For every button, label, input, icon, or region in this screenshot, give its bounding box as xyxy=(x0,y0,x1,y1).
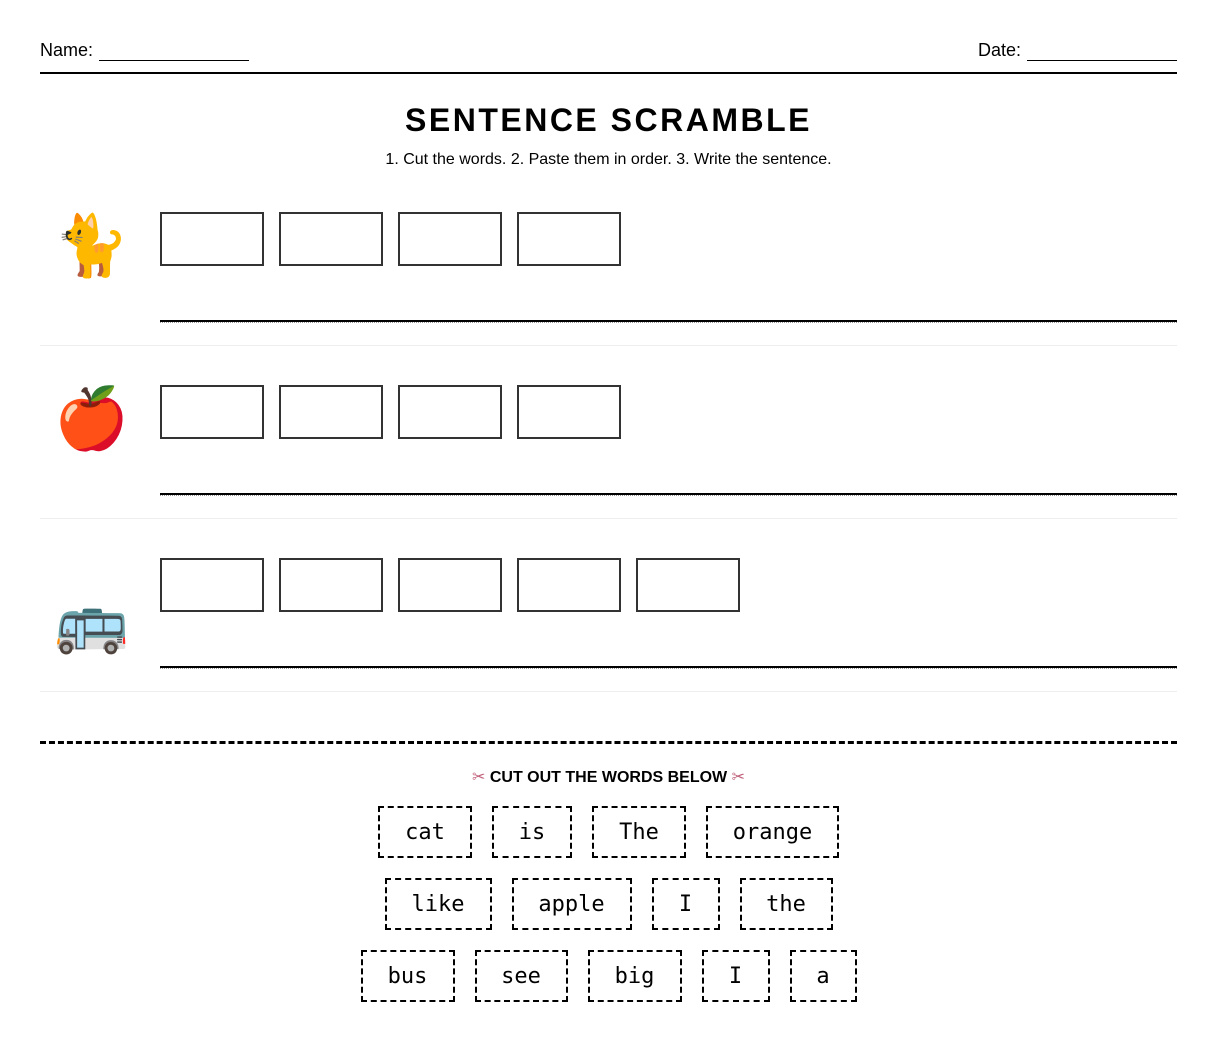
paste-box[interactable] xyxy=(160,558,264,612)
exercise-row-apple xyxy=(40,346,1177,519)
paste-box[interactable] xyxy=(398,212,502,266)
paste-boxes xyxy=(160,212,621,266)
word-card[interactable]: like xyxy=(385,878,492,930)
scissors-icon: ✂ xyxy=(731,769,746,786)
scissors-icon: ✂ xyxy=(471,769,486,786)
writing-line[interactable] xyxy=(160,320,1177,322)
date-blank-line[interactable] xyxy=(1027,46,1177,61)
date-label: Date: xyxy=(977,40,1021,60)
word-row-1 xyxy=(40,806,1177,858)
word-row-3 xyxy=(40,950,1177,1002)
paste-box[interactable] xyxy=(517,385,621,439)
word-card[interactable]: a xyxy=(790,950,857,1002)
word-card[interactable]: see xyxy=(475,950,568,1002)
word-row-2 xyxy=(40,878,1177,930)
word-card[interactable]: I xyxy=(702,950,770,1002)
date-field xyxy=(978,40,1177,61)
writing-line[interactable] xyxy=(160,666,1177,668)
word-card[interactable]: cat xyxy=(378,806,472,858)
paste-box[interactable] xyxy=(279,558,383,612)
cut-section-title xyxy=(40,767,1177,787)
word-card[interactable]: The xyxy=(592,806,686,858)
name-blank-line[interactable] xyxy=(99,46,249,61)
word-card[interactable]: is xyxy=(492,806,572,858)
paste-boxes xyxy=(160,558,740,612)
paste-box[interactable] xyxy=(517,558,621,612)
paste-box[interactable] xyxy=(398,385,502,439)
word-card[interactable]: apple xyxy=(512,878,632,930)
name-field xyxy=(40,40,249,61)
name-label: Name: xyxy=(40,40,94,60)
worksheet-header xyxy=(40,0,1177,74)
word-card[interactable]: bus xyxy=(361,950,455,1002)
word-card[interactable]: the xyxy=(740,878,833,930)
paste-box[interactable] xyxy=(160,212,264,266)
paste-boxes xyxy=(160,385,621,439)
paste-box[interactable] xyxy=(636,558,740,612)
worksheet xyxy=(40,0,1177,989)
paste-box[interactable] xyxy=(279,212,383,266)
page-title: SENTENCE SCRAMBLE xyxy=(405,102,812,138)
word-card[interactable]: big xyxy=(588,950,682,1002)
cut-section-label: CUT OUT THE WORDS BELOW xyxy=(489,769,728,786)
paste-box[interactable] xyxy=(398,558,502,612)
exercise-row-bus xyxy=(40,519,1177,692)
bus-icon: 🚌 xyxy=(54,588,129,655)
paste-box[interactable] xyxy=(160,385,264,439)
word-card[interactable]: I xyxy=(652,878,720,930)
paste-box[interactable] xyxy=(279,385,383,439)
writing-line[interactable] xyxy=(160,493,1177,495)
exercise-row-cat xyxy=(40,173,1177,346)
instructions: 1. Cut the words. 2. Paste them in order. 3. Write the sentence. xyxy=(385,151,832,168)
apple-icon: 🍎 xyxy=(54,385,129,452)
word-card[interactable]: orange xyxy=(706,806,839,858)
paste-box[interactable] xyxy=(517,212,621,266)
cut-line-divider xyxy=(40,741,1177,744)
cat-icon: 🐈 xyxy=(54,212,129,279)
